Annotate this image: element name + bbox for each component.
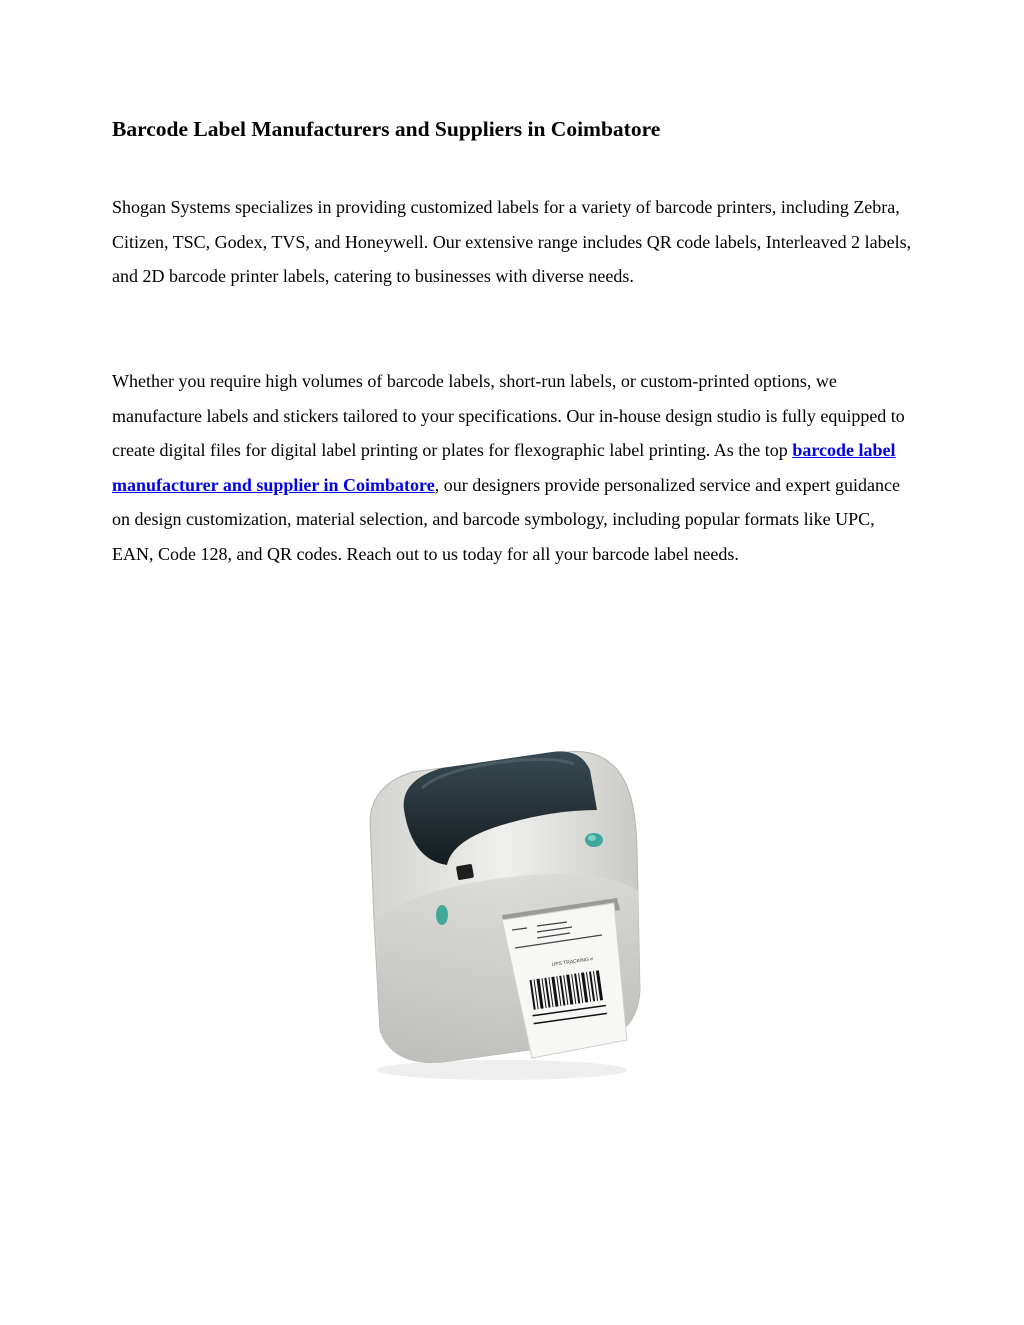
barcode-printer-image [352,740,652,1085]
details-text-before-link: Whether you require high volumes of barcode labels, short-run labels, or custom-printed options, we manufacture labels and stickers tailored to your specifications. Our in-house design studio is fully equipped to create digital files for digital label printing or plates for flexographic label printing. As the top [112,371,905,461]
label-tracking-text: UPS TRACKING # [551,956,594,968]
page-title: Barcode Label Manufacturers and Suppliers in Coimbatore [112,117,661,141]
details-text-after-link: , our designers provide personalized service and expert guidance on design customization, material selection, and barcode symbology, including popular formats like UPC, EAN, Code 128, and QR codes. Reach out to us today for all your barcode label needs. [112,474,901,564]
intro-paragraph: Shogan Systems specializes in providing customized labels for a variety of barcode printers, including Zebra, Citizen, TSC, Godex, TVS, and Honeywell. Our extensive range includes QR code labels, Interleaved 2 labels, and 2D barcode printer labels, catering to businesses with diverse needs. [112,197,912,287]
barcode-label-manufacturer-link[interactable]: barcode label manufacturer and supplier in Coimbatore [112,440,896,495]
details-paragraph [112,364,912,572]
